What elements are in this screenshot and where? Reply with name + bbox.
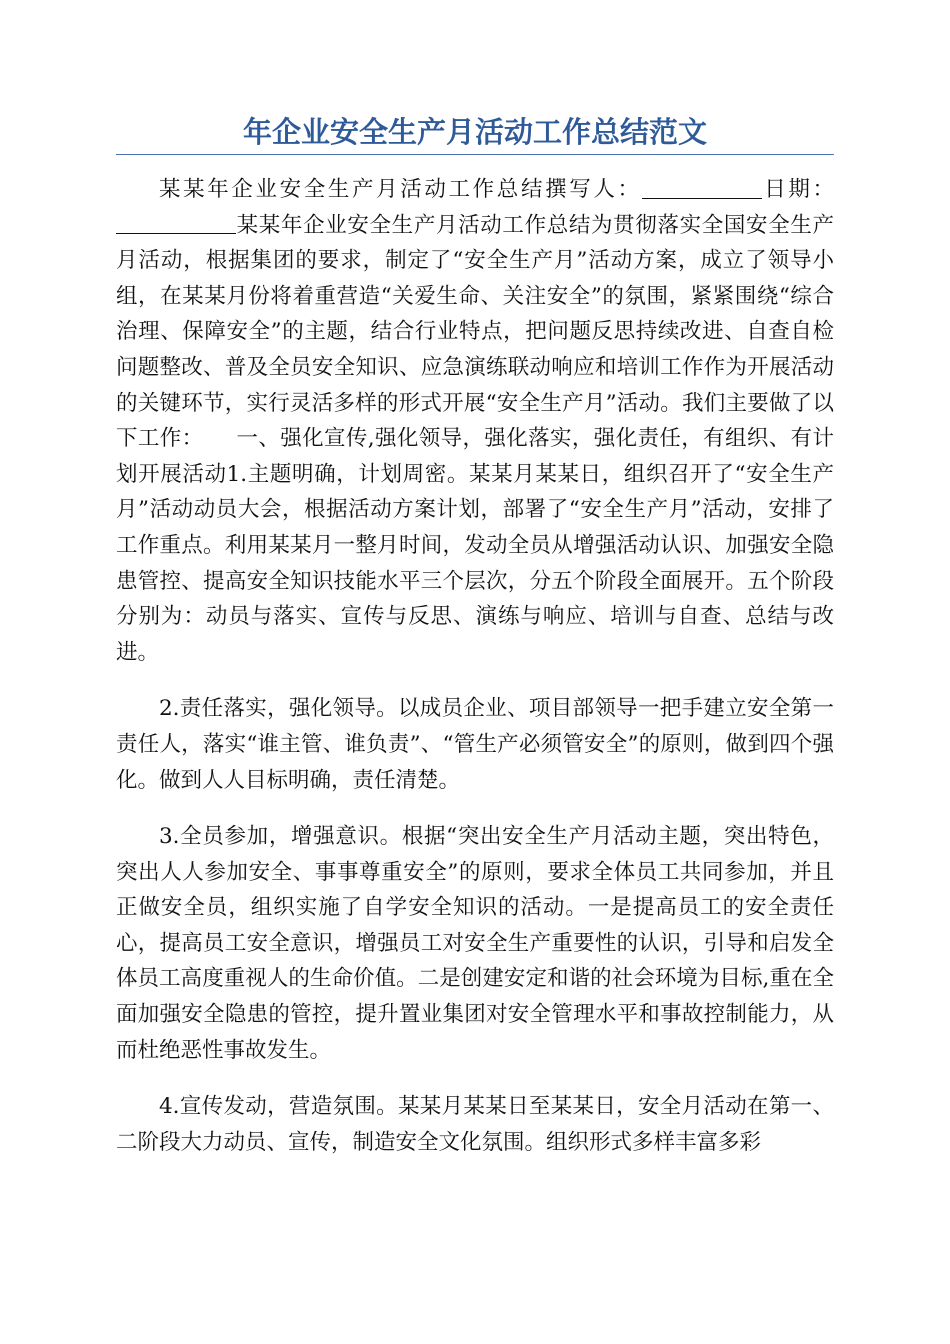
intro-body: 某某年企业安全生产月活动工作总结为贯彻落实全国安全生产月活动，根据集团的要求，制定了“安全生产月”活动方案，成立了领导小组，在某某月份将着重营造“关爱生命、关注安全”的氛围，紧紧围绕“综合治理、保障安全”的主题，结合行业特点，把问题反思持续改进、自查自检问题整改、普及全员安全知识、应急演练联动响应和培训工作作为开展活动的关键环节，实行灵活多样的形式开展“安全生产月”活动。我们主要做了以下工作： 一、强化宣传,强化领导，强化落实，强化责任，有组织、有计划开展活动1.主题明确，计划周密。某某月某某日，组织召开了“安全生产月”活动动员大会，根据活动方案计划，部署了“安全生产月”活动，安排了工作重点。利用某某月一整月时间，发动全员从增强活动认识、加强安全隐患管控、提高安全知识技能水平三个层次，分五个阶段全面展开。五个阶段分别为：动员与落实、宣传与反思、演练与响应、培训与自查、总结与改进。 — [116, 212, 834, 665]
paragraph-2: 2.责任落实，强化领导。以成员企业、项目部领导一把手建立安全第一责任人，落实“谁主管、谁负责”、“管生产必须管安全”的原则，做到四个强化。做到人人目标明确，责任清楚。 — [116, 696, 834, 793]
intro-prefix: 某某年企业安全生产月活动工作总结撰写人： — [159, 177, 642, 202]
date-label: 日期： — [761, 177, 834, 202]
date-blank — [116, 212, 236, 235]
author-blank — [642, 176, 762, 199]
paragraph-4: 4.宣传发动，营造氛围。某某月某某日至某某日，安全月活动在第一、二阶段大力动员、宣传，制造安全文化氛围。组织形式多样丰富多彩 — [116, 1094, 834, 1155]
title-underline — [116, 154, 834, 155]
document-title: 年企业安全生产月活动工作总结范文 — [242, 115, 707, 149]
document-body — [116, 172, 834, 1181]
paragraph-3: 3.全员参加，增强意识。根据“突出安全生产月活动主题，突出特色，突出人人参加安全、事事尊重安全”的原则，要求全体员工共同参加，并且正做安全员，组织实施了自学安全知识的活动。一是提高员工的安全责任心，提高员工安全意识，增强员工对安全生产重要性的认识，引导和启发全体员工高度重视人的生命价值。二是创建安定和谐的社会环境为目标,重在全面加强安全隐患的管控，提升置业集团对安全管理水平和事故控制能力，从而杜绝恶性事故发生。 — [116, 824, 834, 1063]
intro-paragraph — [116, 172, 834, 670]
